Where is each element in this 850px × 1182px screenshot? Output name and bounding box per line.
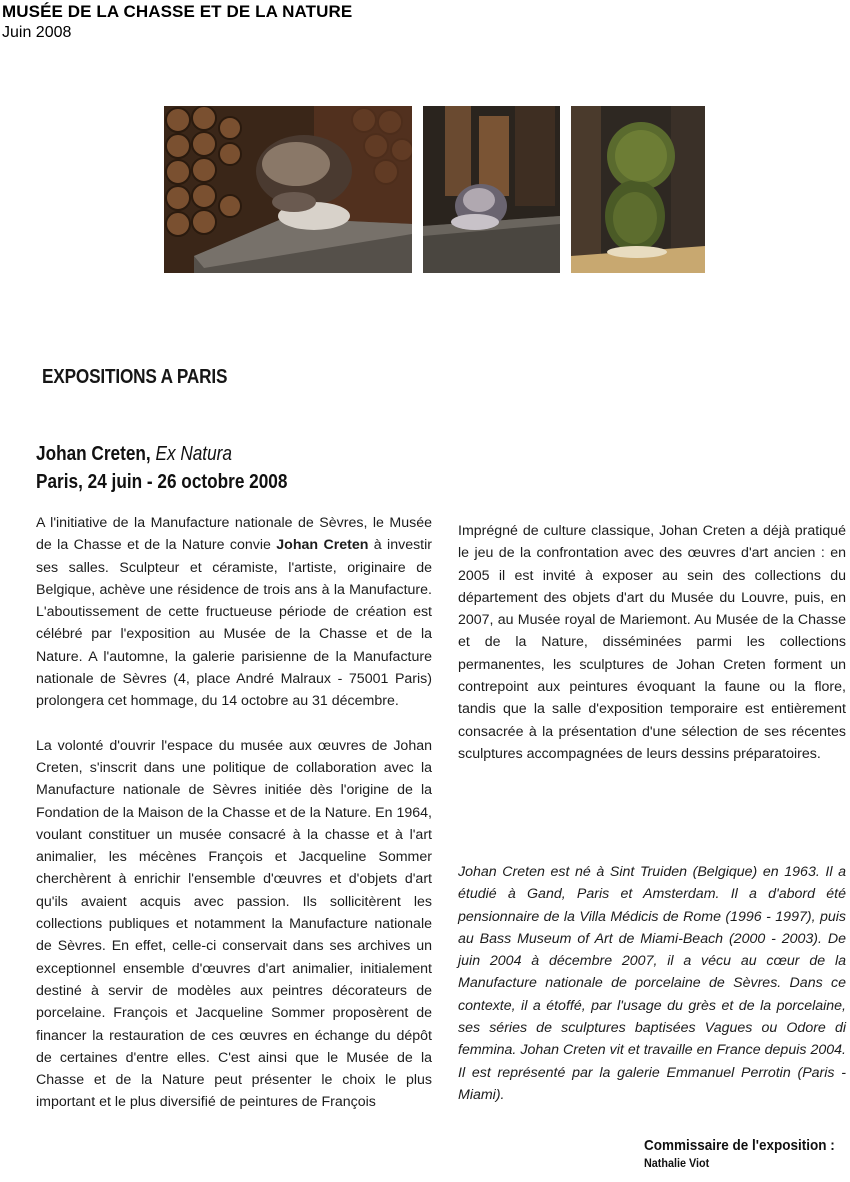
publication-date: Juin 2008 <box>2 24 72 41</box>
paragraph-intro-text-a: A l'initiative de la Manufacture nationale de Sèvres, le Musée de la Chasse et de la Nature convie <box>36 515 432 554</box>
paragraph-collaboration: La volonté d'ouvrir l'espace du musée aux œuvres de Johan Creten, s'inscrit dans une politique de collaboration avec la Manufacture nationale de Sèvres initiée dès l'origine de la Fondation de la Maison de la Chasse et de la Nature. En 1964, voulant constituer un musée consacré à la chasse et à l'art animalier, les mécènes François et Jacqueline Sommer cherchèrent à enrichir l'ensemble d'œuvres et d'objets d'art qu'ils avaient acquis avec passion. Ils sollicitèrent les collections publiques et notamment la Manufacture nationale de Sèvres. En effet, celle-ci conservait dans ses archives un exceptionnel ensemble d'œuvres d'art animalier, initialement destiné à servir de modèles aux peintres décorateurs de porcelaine. François et Jacqueline Sommer proposèrent de financer la restauration de ces œuvres en échange du dépôt de certaines d'entre elles. C'est ainsi que le Musée de la Chasse et de la Nature peut présenter le choix le plus important et le plus diversifié de peintures de François <box>36 737 432 1111</box>
masthead <box>2 2 352 42</box>
paragraph-classical: Imprégné de culture classique, Johan Creten a déjà pratiqué le jeu de la confrontation avec des œuvres d'art ancien : en 2005 il est invité à exposer au sein des collections du département des objets d'art du Musée du Louvre, puis, en 2007, au Musée royal de Mariemont. Au Musée de la Chasse et de la Nature, disséminées parmi les collections permanentes, les sculptures de Johan Creten forment un contrepoint aux peintures évoquant la faune ou la flore, tandis que la salle d'exposition temporaire est entièrement consacrée à la présentation d'une sélection de ses récentes sculptures accompagnées de leurs dessins préparatoires. <box>458 523 846 762</box>
article-left-column <box>36 512 432 1114</box>
exhibition-title: Ex Natura <box>155 443 232 465</box>
artist-biography <box>458 861 846 1106</box>
biography-text: Johan Creten est né à Sint Truiden (Belgique) en 1963. Il a étudié à Gand, Paris et Amsterdam. Il a d'abord été pensionnaire de la Villa Médicis de Rome (1996 - 1997), puis au Bass Museum of Art de Miami-Beach (2000 - 2003). De juin 2004 à décembre 2007, il a vécu au cœur de la Manufacture nationale de porcelaine de Sèvres. Dans ce contexte, il a étoffé, par l'usage du grès et de la porcelaine, ses séries de sculptures baptisées Vagues ou Odore di femmina. Johan Creten vit et travaille en France depuis 2004. Il est représenté par la galerie Emmanuel Perrotin (Paris - Miami). <box>458 864 846 1103</box>
sculpture-photo-1 <box>164 106 412 273</box>
section-title: EXPOSITIONS A PARIS <box>42 366 228 388</box>
exhibition-heading <box>36 440 328 496</box>
curator-role: Commissaire de l'exposition : <box>644 1137 835 1154</box>
artist-name-bold: Johan Creten <box>276 537 369 554</box>
paragraph-intro-text-b: à investir ses salles. Sculpteur et céramiste, l'artiste, originaire de Belgique, achève une résidence de trois ans à la Manufacture. L'aboutissement de cette fructueuse période de création est célébré par l'exposition au Musée de la Chasse et de la Nature. A l'automne, la galerie parisienne de la Manufacture nationale de Sèvres (4, place André Malraux - 75001 Paris) prolongera cet hommage, du 14 octobre au 31 décembre. <box>36 537 432 710</box>
publication-name: MUSÉE DE LA CHASSE ET DE LA NATURE <box>2 2 353 21</box>
sculpture-photo-2 <box>423 106 560 273</box>
paragraph-intro <box>36 512 432 713</box>
exhibition-dates: Paris, 24 juin - 26 octobre 2008 <box>36 471 288 493</box>
exhibition-artist: Johan Creten, <box>36 443 151 465</box>
curator-credit <box>644 1137 850 1170</box>
sculpture-photo-3 <box>571 106 705 273</box>
exhibition-artist-line <box>36 440 287 468</box>
curator-name: Nathalie Viot <box>644 1156 710 1170</box>
article-right-column <box>458 520 846 765</box>
